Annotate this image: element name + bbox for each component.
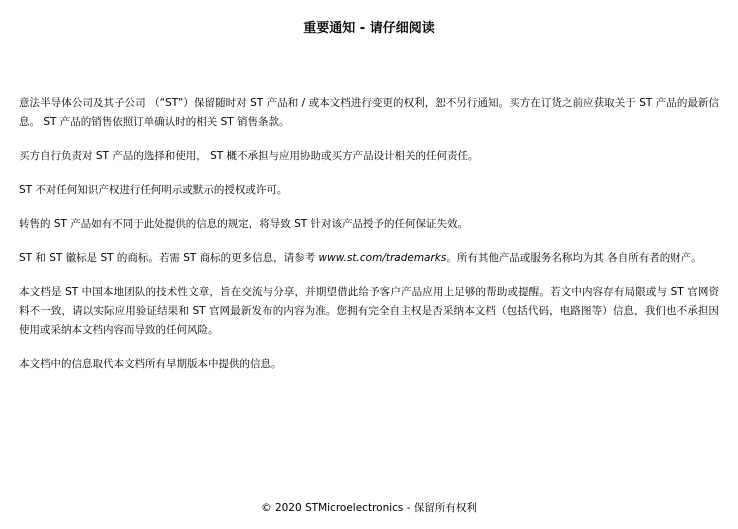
trademarks-text-after: 。所有其他产品或服务名称均为其 各自所有者的财产。 xyxy=(446,252,702,264)
paragraph-supersedes: 本文档中的信息取代本文档所有早期版本中提供的信息。 xyxy=(19,358,282,370)
paragraph-product-changes: 意法半导体公司及其子公司 （“ST”）保留随时对 ST 产品和 / 或本文档进行变更的权利，恕不另行通知。买方在订货之前应获取关于 ST 产品的最新信息。 ST 产品的销售依照订单确认时的相关 ST 销售条款。 xyxy=(19,97,719,128)
notice-body xyxy=(19,94,719,389)
trademarks-text-before: ST 和 ST 徽标是 ST 的商标。若需 ST 商标的更多信息，请参考 xyxy=(19,252,319,264)
paragraph-buyer-responsibility: 买方自行负责对 ST 产品的选择和使用， ST 概不承担与应用协助或买方产品设计相关的任何责任。 xyxy=(19,150,479,162)
paragraph-local-team-article: 本文档是 ST 中国本地团队的技术性文章，旨在交流与分享，并期望借此给予客户产品应用上足够的帮助或提醒。若文中内容存有局限或与 ST 官网资料不一致，请以实际应用验证结果和 ST 官网最新发布的内容为准。您拥有完全自主权是否采纳本文档（包括代码，电路图等）信息，我们也不承担因使用或采纳本文档内容而导致的任何风险。 xyxy=(19,286,719,336)
paragraph-trademarks xyxy=(19,249,719,268)
copyright-footer: © 2020 STMicroelectronics - 保留所有权利 xyxy=(261,502,477,514)
paragraph-ip-license: ST 不对任何知识产权进行任何明示或默示的授权或许可。 xyxy=(19,184,288,196)
page-title: 重要通知 - 请仔细阅读 xyxy=(303,21,435,36)
paragraph-resale-warranty: 转售的 ST 产品如有不同于此处提供的信息的规定，将导致 ST 针对该产品授予的任何保证失效。 xyxy=(19,218,469,230)
trademarks-link[interactable]: www.st.com/trademarks xyxy=(318,252,447,264)
